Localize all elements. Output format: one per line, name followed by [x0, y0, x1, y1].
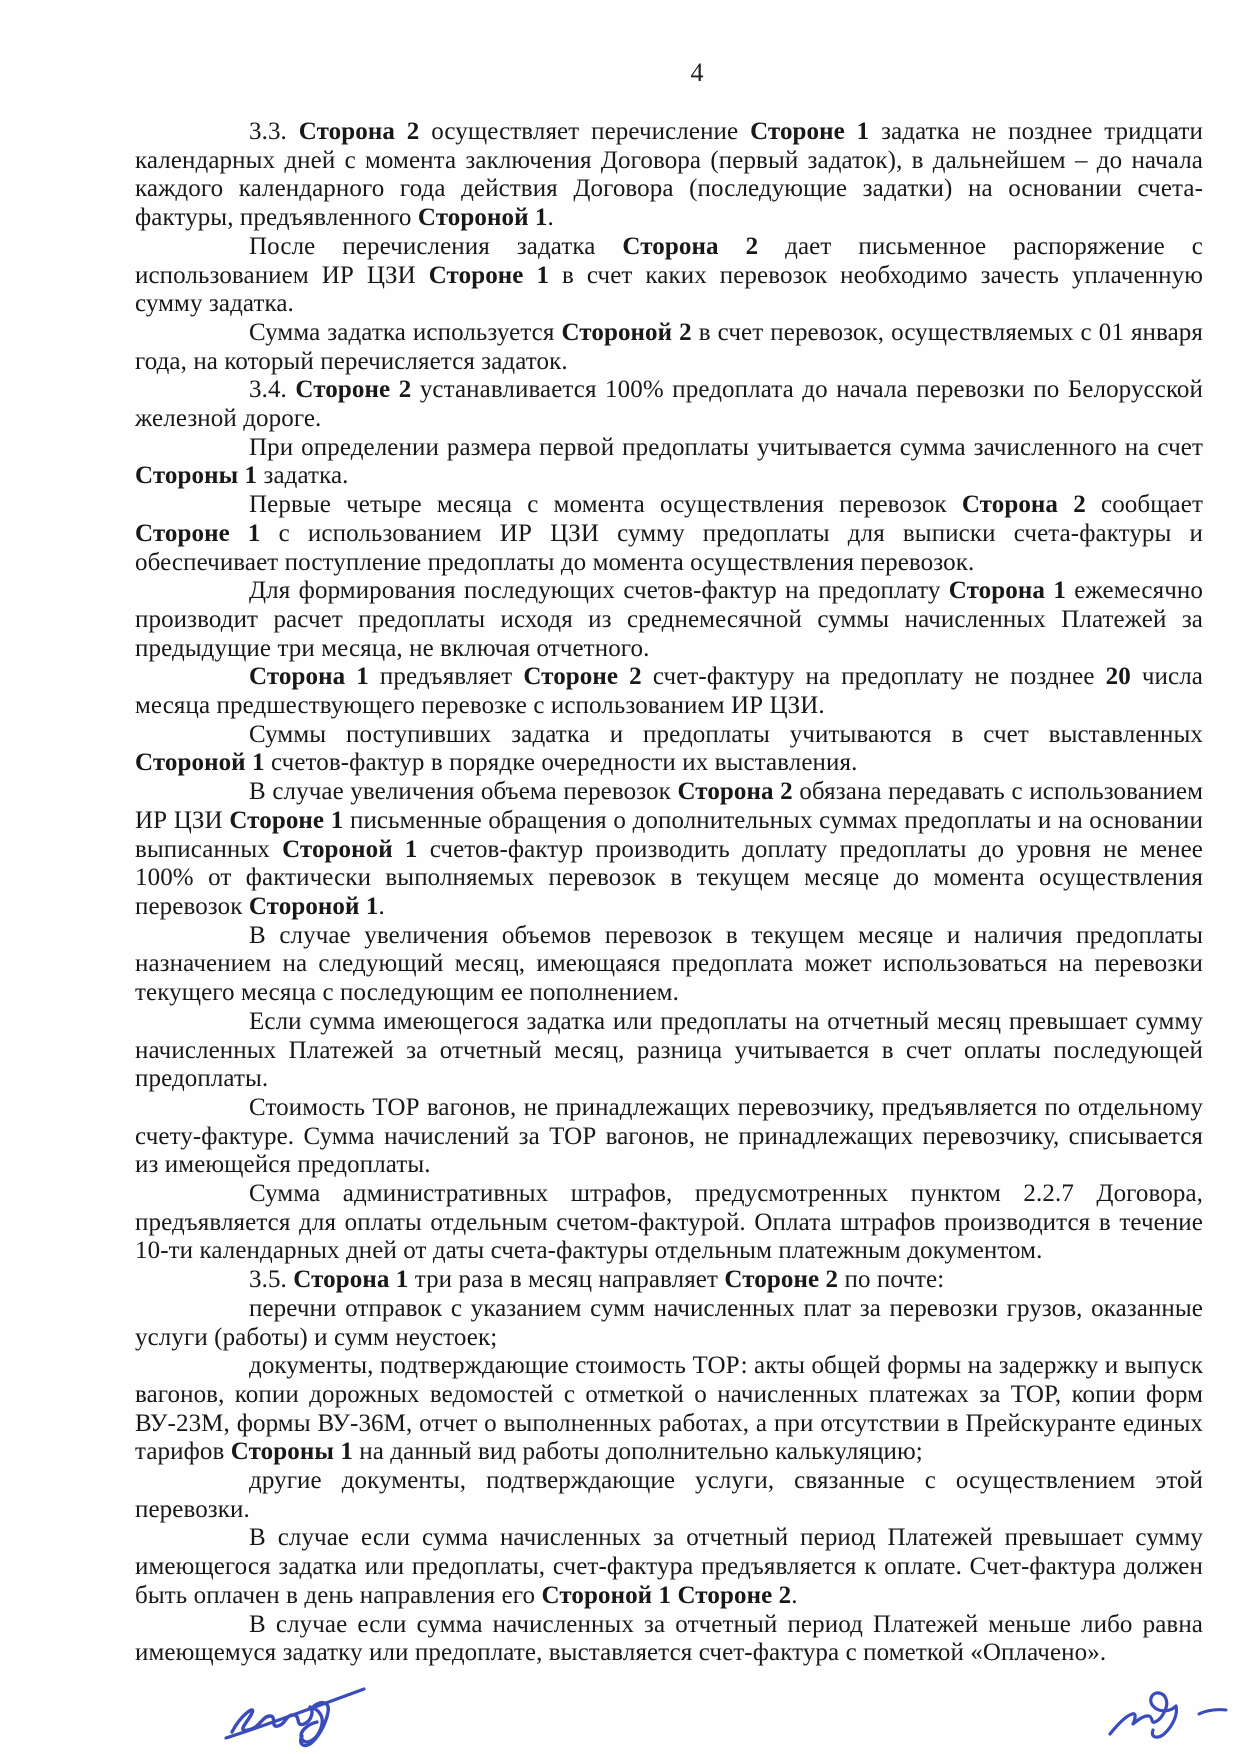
bold-text-run: Стороной 1 — [135, 749, 265, 777]
bold-text-run: Стороной 1 — [248, 892, 379, 920]
paragraph — [135, 922, 1203, 1008]
paragraph — [135, 319, 1203, 376]
signature-left — [218, 1686, 373, 1752]
bold-text-run: Сторона 2 — [298, 118, 420, 145]
text-run: предъявляет — [368, 663, 524, 691]
bold-text-run: Сторона 2 — [677, 778, 793, 806]
paragraph — [135, 376, 1203, 433]
document-body — [135, 118, 1203, 1668]
paragraph — [135, 1266, 1203, 1295]
text-run: . — [378, 892, 385, 920]
text-run: . — [547, 204, 554, 232]
text-run: В случае если сумма начисленных за отчетный период Платежей превышает сумму имеющегося задатка или предоплаты, счет-фактура предъявляется к оплате. Счет-фактура должен быть оплачен в день направления его — [135, 1524, 1203, 1609]
paragraph — [135, 778, 1203, 922]
paragraph — [135, 1295, 1203, 1352]
text-run: на данный вид работы дополнительно калькуляцию; — [352, 1438, 923, 1466]
paragraph — [135, 577, 1203, 663]
text-run: Стоимость ТОР вагонов, не принадлежащих перевозчику, предъявляется по отдельному счету-фактуре. Сумма начислений за ТОР вагонов, не принадлежащих перевозчику, списывается из имеющейся предоплаты. — [135, 1093, 1203, 1179]
text-run: Для формирования последующих счетов-фактур на предоплату — [249, 577, 949, 605]
bold-text-run: Сторона 2 — [961, 491, 1086, 519]
text-run: задатка. — [257, 462, 349, 490]
text-run: в счет каких перевозок необходимо зачесть уплаченную сумму задатка. — [135, 261, 1203, 318]
bold-text-run: 20 — [1105, 663, 1131, 691]
bold-text-run: Сторона 1 — [293, 1266, 409, 1294]
text-run: При определении размера первой предоплаты учитывается сумма зачисленного на счет — [249, 433, 1203, 461]
text-run: Первые четыре месяца с момента осуществления перевозок — [249, 491, 962, 519]
paragraph — [135, 1467, 1203, 1524]
paragraph — [135, 1611, 1203, 1668]
bold-text-run: Стороне 1 — [428, 261, 550, 289]
text-run: три раза в месяц направляет — [408, 1266, 725, 1294]
bold-text-run: Стороной 1 — [282, 835, 418, 863]
text-run: письменные обращения о дополнительных суммах предоплаты и на основании выписанных — [135, 806, 1203, 863]
text-run: В случае увеличения объемов перевозок в текущем месяце и наличия предоплаты назначением на следующий месяц, имеющаяся предоплата может использоваться на перевозки текущего месяца с последующим ее пополнением. — [135, 921, 1203, 1007]
bold-text-run: Сторона 1 — [249, 663, 369, 691]
text-run: сообщает — [1085, 491, 1203, 519]
text-run: Суммы поступивших задатка и предоплаты учитываются в счет выставленных — [249, 720, 1203, 748]
text-run: После перечисления задатка — [249, 232, 623, 260]
bold-text-run: Стороной 1 Стороне 2 — [541, 1581, 792, 1609]
paragraph — [135, 1352, 1203, 1467]
paragraph — [135, 1524, 1203, 1610]
bold-text-run: Стороны 1 — [230, 1438, 353, 1466]
text-run: Сумма задатка используется — [249, 318, 562, 346]
bold-text-run: Сторона 2 — [622, 232, 759, 260]
text-run: обязана передавать с использованием ИР ЦЗИ — [135, 778, 1203, 834]
bold-text-run: Стороне 2 — [724, 1266, 839, 1294]
bold-text-run: Стороне 2 — [523, 663, 642, 691]
bold-text-run: Стороне 2 — [295, 376, 412, 404]
paragraph — [135, 1180, 1203, 1266]
bold-text-run: Стороне 1 — [135, 519, 261, 547]
text-run: осуществляет перечисление — [419, 118, 751, 145]
paragraph — [135, 118, 1203, 233]
text-run: задатка не позднее тридцати календарных дней с момента заключения Договора (первый задаток), в дальнейшем – до начала каждого календарного года действия Договора (последующие задатки) на основании счета-фактуры, предъявленного — [135, 118, 1203, 232]
text-run: числа месяца предшествующего перевозке с использованием ИР ЦЗИ. — [135, 663, 1203, 720]
signature-right — [1104, 1684, 1234, 1744]
text-run: по почте: — [838, 1266, 945, 1294]
paragraph — [135, 434, 1203, 491]
text-run: счетов-фактур в порядке очередности их выставления. — [264, 749, 858, 777]
bold-text-run: Сторона 1 — [948, 577, 1066, 605]
text-run: перечни отправок с указанием сумм начисленных плат за перевозки грузов, оказанные услуги (работы) и сумм неустоек; — [135, 1294, 1203, 1351]
bold-text-run: Стороны 1 — [135, 462, 258, 490]
bold-text-run: Стороной 1 — [417, 204, 548, 232]
bold-text-run: Стороной 2 — [561, 318, 692, 346]
text-run: в счет перевозок, осуществляемых с 01 января года, на который перечисляется задаток. — [135, 318, 1203, 375]
text-run: Если сумма имеющегося задатка или предоплаты на отчетный месяц превышает сумму начисленных Платежей за отчетный месяц, разница учитывается в счет оплаты последующей предоплаты. — [135, 1007, 1203, 1093]
text-run: В случае увеличения объема перевозок — [249, 778, 678, 806]
text-run: . — [791, 1581, 798, 1609]
text-run: ежемесячно производит расчет предоплаты исходя из среднемесячной суммы начисленных Платежей за предыдущие три месяца, не включая отчетного. — [135, 577, 1203, 662]
text-run: другие документы, подтверждающие услуги, связанные с осуществлением этой перевозки. — [135, 1467, 1203, 1523]
text-run: устанавливается 100% предоплата до начала перевозки по Белорусской железной дороге. — [135, 376, 1203, 433]
bold-text-run: Стороне 1 — [750, 118, 870, 145]
page-number: 4 — [690, 58, 704, 87]
text-run: В случае если сумма начисленных за отчетный период Платежей меньше либо равна имеющемуся задатку или предоплате, выставляется счет-фактура с пометкой «Оплачено». — [135, 1610, 1203, 1667]
text-run: документы, подтверждающие стоимость ТОР: акты общей формы на задержку и выпуск вагонов, копии дорожных ведомостей с отметкой о начисленных платежах за ТОР, копии форм ВУ-23М, формы ВУ-36М, отчет о выполненных работах, а при отсутствии в Прейскуранте единых тарифов — [135, 1352, 1203, 1466]
text-run: счет-фактуру на предоплату не позднее — [641, 663, 1106, 691]
bold-text-run: Стороне 1 — [229, 806, 344, 834]
paragraph — [135, 491, 1203, 577]
text-run: счетов-фактур производить доплату предоплаты до уровня не менее 100% от фактически выполняемых перевозок в текущем месяце до момента осуществления перевозок — [135, 835, 1203, 920]
paragraph — [135, 233, 1203, 319]
text-run: дает письменное распоряжение с использованием ИР ЦЗИ — [135, 232, 1203, 289]
paragraph — [135, 663, 1203, 720]
text-run: 3.3. — [249, 118, 299, 145]
text-run: с использованием ИР ЦЗИ сумму предоплаты для выписки счета-фактуры и обеспечивает поступление предоплаты до момента осуществления перевозок. — [135, 519, 1204, 576]
text-run: 3.4. — [249, 376, 296, 404]
paragraph — [135, 1094, 1203, 1180]
text-run: 3.5. — [249, 1266, 294, 1294]
paragraph — [135, 1008, 1203, 1094]
text-run: Сумма административных штрафов, предусмотренных пунктом 2.2.7 Договора, предъявляется для оплаты отдельным счетом-фактурой. Оплата штрафов производится в течение 10-ти календарных дней от даты счета-фактуры отдельным платежным документом. — [135, 1180, 1203, 1265]
paragraph — [135, 721, 1203, 778]
